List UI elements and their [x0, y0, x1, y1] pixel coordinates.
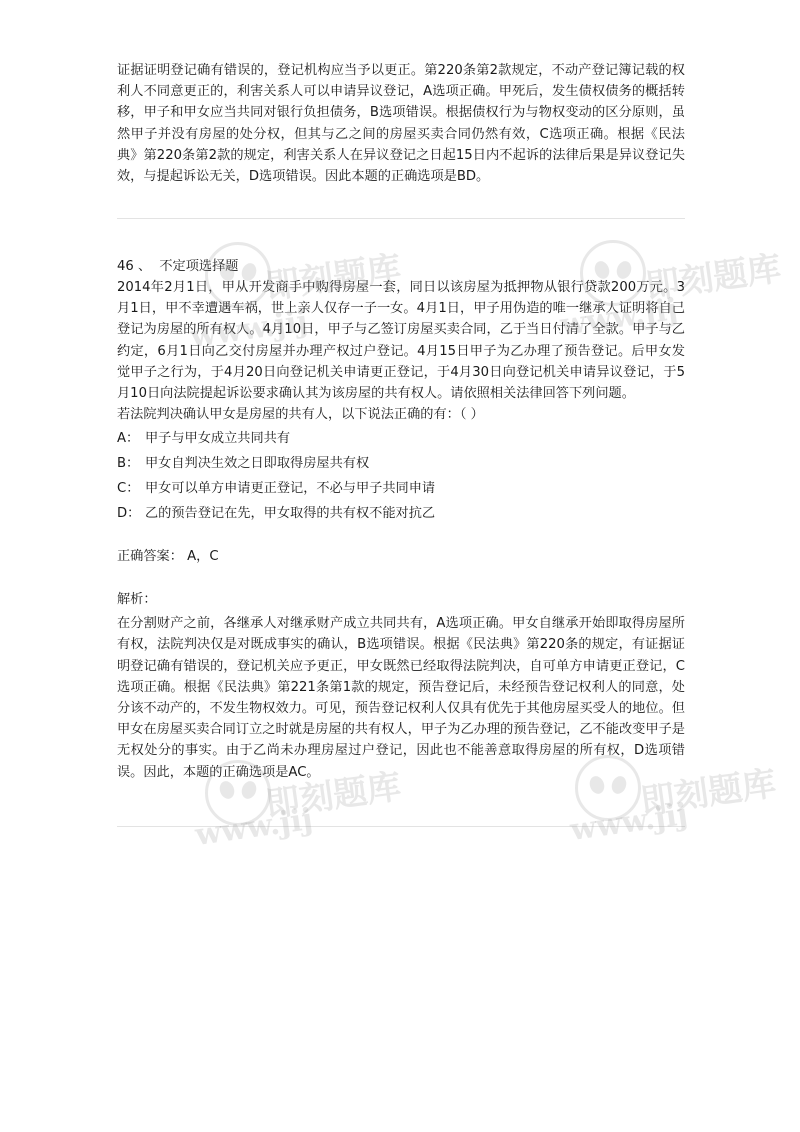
analysis-text: 在分割财产之前，各继承人对继承财产成立共同共有，A选项正确。甲女自继承开始即取得房屋所有权，法院判决仅是对既成事实的确认，B选项错误。根据《民法典》第220条的规定，有证据证明登记确有错误的，登记机关应予更正，甲女既然已经取得法院判决，自可单方申请更正登记，C选项正确。根据《民法典》第221条第1款的规定，预告登记后，未经预告登记权利人的同意，处分该不动产的，不发生物权效力。可见，预告登记权利人仅具有优先于其他房屋买受人的地位。但甲女在房屋买卖合同订立之时就是房屋的共有权人，甲子为乙办理的预告登记，乙不能改变甲子是无权处分的事实。由于乙尚未办理房屋过户登记，因此也不能善意取得房屋的所有权，D选项错误。因此，本题的正确选项是AC。 [117, 616, 685, 780]
option-d[interactable] [117, 503, 685, 524]
watermark-url: www.jij [568, 796, 690, 849]
option-text: 乙的预告登记在先，甲女取得的共有权不能对抗乙 [145, 506, 436, 522]
option-label: C： [117, 481, 140, 497]
panda-watermark-icon [580, 240, 646, 306]
option-label: B： [117, 456, 140, 472]
answer-label: 正确答案： [117, 549, 183, 565]
question-number: 46 、 [117, 259, 152, 274]
watermark-text: 即刻题库 [643, 248, 784, 308]
option-text: 甲子与甲女成立共同共有 [145, 431, 291, 447]
option-text: 甲女自判决生效之日即取得房屋共有权 [145, 456, 370, 472]
question-type: 不定项选择题 [159, 259, 239, 274]
option-text: 甲女可以单方申请更正登记，不必与甲子共同申请 [145, 481, 436, 497]
explanation-text: 证据证明登记确有错误的，登记机构应当予以更正。第220条第2款规定，不动产登记簿记载的权利人不同意更正的，利害关系人可以申请异议登记，A选项正确。甲死后，发生债权债务的概括转移，甲子和甲女应当共同对银行负担债务，B选项错误。根据债权行为与物权变动的区分原则，虽然甲子并没有房屋的处分权，但其与乙之间的房屋买卖合同仍然有效，C选项正确。根据《民法典》第220条第2款的规定，利害关系人在异议登记之日起15日内不起诉的法律后果是异议登记失效，与提起诉讼无关，D选项错误。因此本题的正确选项是BD。 [117, 63, 685, 185]
watermark-url: www.jij [193, 801, 315, 854]
correct-answer [117, 546, 685, 567]
option-b[interactable] [117, 453, 685, 474]
option-label: D： [117, 506, 141, 522]
panda-watermark-icon [205, 760, 271, 826]
question-stem: 2014年2月1日，甲从开发商手中购得房屋一套，同日以该房屋为抵押物从银行贷款200万元。3月1日，甲不幸遭遇车祸，世上亲人仅存一子一女。4月1日，甲子用伪造的唯一继承人证明将自己登记为房屋的所有权人。4月10日，甲子与乙签订房屋买卖合同，乙于当日付清了全款。甲子与乙约定，6月1日向乙交付房屋并办理产权过户登记。4月15日甲子为乙办理了预告登记。后甲女发觉甲子之行为，于4月20日向登记机关申请更正登记，于4月30日向登记机关申请异议登记，于5月10日向法院提起诉讼要求确认其为该房屋的共有权人。请依照相关法律回答下列问题。 [117, 280, 685, 402]
panda-watermark-icon [575, 755, 641, 821]
watermark-text: 即刻题库 [638, 763, 779, 823]
option-label: A： [117, 431, 140, 447]
watermark-url: www.jij [188, 303, 310, 356]
question-block [117, 256, 685, 783]
previous-answer-explanation [117, 60, 685, 187]
options-list [117, 428, 685, 524]
section-divider-bottom [117, 826, 685, 827]
watermark-text: 即刻题库 [263, 766, 404, 826]
watermark-text: 即刻题库 [263, 248, 404, 308]
option-a[interactable] [117, 428, 685, 449]
question-prompt: 若法院判决确认甲女是房屋的共有人，以下说法正确的有：（ ） [117, 407, 484, 423]
option-c[interactable] [117, 478, 685, 499]
watermark-url: www.jij [558, 291, 680, 344]
section-divider [117, 218, 685, 219]
analysis-label: 解析： [117, 592, 157, 608]
answer-value: A，C [187, 549, 219, 565]
panda-watermark-icon [205, 242, 271, 308]
